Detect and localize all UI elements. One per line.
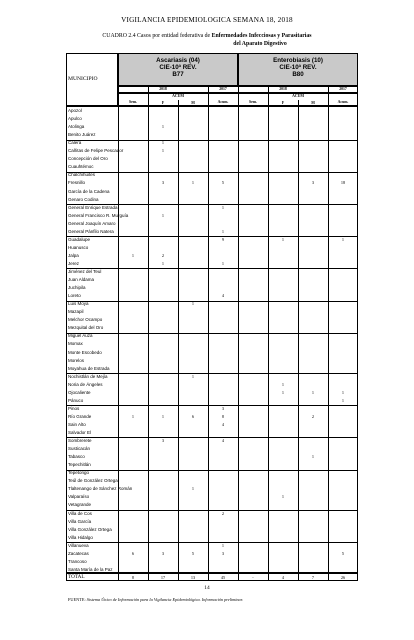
row-municipio: Calera (68, 140, 82, 146)
group-separator (66, 301, 358, 302)
row-municipio: Río Grande (68, 413, 92, 419)
row-value: 1 (221, 204, 225, 210)
row-value: 1 (341, 389, 345, 395)
row-municipio: Villanueva (68, 542, 89, 548)
row-municipio: Melchor Ocampo (68, 317, 103, 323)
row-municipio: Jerez (68, 260, 80, 266)
row-value: 1 (221, 542, 225, 548)
row-municipio: Tepechitlán (68, 462, 91, 468)
group-separator (66, 236, 358, 237)
row-municipio: Juchipila (68, 285, 86, 291)
row-value: 1 (191, 301, 195, 307)
row-value: 1 (311, 454, 315, 460)
row-value: 3 (161, 180, 165, 186)
f-header-a: F (161, 101, 165, 105)
row-value: 2 (311, 413, 315, 419)
disease-code: CIE-10ª REV. (159, 64, 197, 71)
total-value: 26 (340, 574, 346, 580)
row-value: 1 (161, 148, 165, 154)
row-municipio: Sombrerete (68, 438, 92, 444)
row-value: 1 (311, 389, 315, 395)
sem-header-a: Sem. (129, 100, 137, 104)
row-municipio: Santa María de la Paz (68, 566, 113, 572)
disease-header-ascariasis (118, 53, 238, 86)
row-municipio: Pinos (68, 405, 80, 411)
row-value: 1 (161, 413, 165, 419)
disease-name: Ascariasis (04) (156, 57, 200, 64)
row-value: 1 (191, 373, 195, 379)
row-value: 9 (221, 236, 225, 242)
acum-header-a: ACUM (172, 94, 184, 98)
row-municipio: General Francisco R. Murguía (68, 212, 129, 218)
year-2017-a: 2017 (219, 87, 227, 91)
disease-code: CIE-10ª REV. (279, 64, 317, 71)
disease-header-enterobiasis (238, 53, 358, 86)
row-value: 1 (161, 124, 165, 130)
row-municipio: Atolinga (68, 124, 85, 130)
row-municipio: Salvador El (68, 430, 92, 435)
row-municipio: Miguel Auza (68, 333, 93, 339)
row-value: 1 (281, 494, 285, 500)
total-value: 4 (281, 574, 285, 580)
row-municipio: General Enrique Estrada (68, 204, 118, 210)
m-header-b: M (311, 101, 315, 105)
acum-header-b: ACUM (292, 94, 304, 98)
row-municipio: Benito Juárez (68, 132, 96, 138)
row-municipio: Susticacán (68, 446, 91, 452)
row-municipio: Huanusco (68, 244, 89, 250)
row-municipio: Villa de Cos (68, 510, 92, 516)
group-separator (66, 140, 358, 141)
total-value: 13 (190, 574, 196, 580)
group-separator (66, 172, 358, 173)
group-separator (66, 470, 358, 471)
row-municipio: Nochistlán de Mejía (68, 373, 108, 379)
row-value: 5 (341, 550, 345, 556)
row-municipio: Cuauhtémoc (68, 164, 94, 170)
row-municipio: Mazapil (68, 309, 84, 315)
table-caption (0, 32, 414, 41)
total-label: TOTAL (68, 574, 85, 580)
row-value: 4 (221, 438, 225, 444)
row-value: 1 (161, 140, 165, 146)
row-municipio: General Pánfilo Natera (68, 228, 114, 234)
f-header-b: F (281, 101, 285, 105)
group-separator (66, 204, 358, 205)
row-value: 1 (131, 252, 135, 258)
row-municipio: Villa González Ortega (68, 526, 112, 532)
row-value: 2 (161, 252, 165, 258)
acum-short-header-b: Acum. (337, 100, 349, 104)
group-separator (66, 373, 358, 374)
row-municipio: Vetagrande (68, 502, 92, 508)
row-municipio: Fresnillo (68, 180, 86, 186)
row-municipio: Zacatecas (68, 550, 89, 556)
row-value: 4 (221, 293, 225, 299)
row-value: 1 (281, 389, 285, 395)
row-municipio: García de la Cadena (68, 188, 110, 194)
row-value: 5 (191, 550, 195, 556)
row-municipio: Juan Aldama (68, 277, 95, 283)
row-municipio: Sain Alto (68, 421, 86, 427)
row-municipio: Moyahua de Estrada (68, 365, 110, 371)
row-municipio: Luis Moya (68, 301, 89, 307)
row-value: 3 (161, 438, 165, 444)
table-body-frame (66, 106, 358, 573)
row-municipio: Tabasco (68, 454, 85, 460)
row-municipio: Jiménez del Teul (68, 269, 102, 274)
row-value: 8 (221, 413, 225, 419)
group-separator (66, 437, 358, 438)
row-value: 1 (281, 236, 285, 242)
year-2018-a: 2018 (159, 87, 167, 91)
footnote-label: FUENTE: (68, 597, 86, 602)
row-value: 6 (191, 413, 195, 419)
row-value: 5 (221, 180, 225, 186)
row-value: 1 (191, 486, 195, 492)
group-separator (66, 268, 358, 269)
row-municipio: Apozol (68, 108, 82, 113)
row-municipio: Genaro Codina (68, 196, 99, 202)
sem-header-b: Sem. (249, 100, 257, 104)
total-value: 7 (311, 574, 315, 580)
row-municipio: Loreto (68, 293, 81, 299)
group-separator (66, 333, 358, 334)
row-municipio: Chalchihuites (68, 172, 96, 178)
m-header-a: M (191, 101, 195, 105)
row-municipio: General Joaquín Amaro (68, 220, 116, 226)
row-value: 1 (191, 180, 195, 186)
row-municipio: Monte Escobedo (68, 349, 102, 355)
row-value: 6 (131, 550, 135, 556)
group-separator (66, 405, 358, 406)
row-municipio: Mezquital del Oro (68, 325, 104, 331)
row-value: 3 (221, 405, 225, 411)
row-value: 1 (161, 212, 165, 218)
row-municipio: Valparaíso (68, 494, 90, 500)
row-value: 1 (341, 236, 345, 242)
row-municipio: Villa García (68, 518, 92, 524)
row-value: 1 (341, 397, 345, 403)
page-number: 14 (204, 585, 210, 591)
row-municipio: Guadalupe (68, 236, 91, 242)
row-municipio: Jalpa (68, 252, 79, 258)
row-municipio: Villa Hidalgo (68, 534, 93, 540)
total-value: 45 (220, 574, 226, 580)
year-2017-b: 2017 (339, 87, 347, 91)
row-value: 1 (221, 228, 225, 234)
disease-icd: B80 (292, 71, 304, 78)
year-2018-b: 2018 (279, 87, 287, 91)
acum-short-header-a: Acum. (217, 100, 229, 104)
row-municipio: Concepción del Oro (68, 156, 108, 162)
footnote-text: Sistema Único de Información para la Vigilancia Epidemiológica. Información preliminar. (86, 597, 243, 602)
row-value: 1 (281, 381, 285, 387)
page-header: VIGILANCIA EPIDEMIOLOGICA SEMANA 18, 2018 (121, 16, 293, 24)
total-value: 8 (131, 574, 135, 580)
row-municipio: Cañitas de Felipe Pescador (68, 148, 124, 154)
municipio-header: MUNICIPIO (68, 76, 98, 82)
row-municipio: Momax (68, 341, 83, 347)
row-municipio: Noria de Ángeles (68, 381, 103, 387)
row-value: 2 (221, 510, 225, 516)
row-municipio: Trancoso (68, 558, 87, 564)
footnote (68, 597, 243, 602)
row-value: 4 (221, 421, 225, 427)
row-municipio: Tlaltenango de Sánchez Román (68, 486, 133, 492)
group-separator (66, 510, 358, 511)
row-municipio: Teúl de González Ortega (68, 478, 118, 484)
row-value: 1 (161, 260, 165, 266)
group-separator (66, 542, 358, 543)
disease-name: Enterobiasis (10) (273, 57, 323, 64)
caption-bold: Enfermedades Infecciosas y Parasitarias (211, 33, 312, 39)
row-municipio: Pánuco (68, 397, 84, 403)
caption-line2: del Aparato Digestivo (233, 41, 287, 47)
row-municipio: Apulco (68, 116, 82, 122)
row-value: 18 (340, 180, 346, 186)
row-municipio: Tepetongo (68, 470, 90, 476)
row-value: 3 (221, 550, 225, 556)
row-municipio: Morelos (68, 357, 85, 363)
row-value: 1 (221, 260, 225, 266)
disease-icd: B77 (172, 71, 184, 78)
row-value: 1 (131, 413, 135, 419)
caption-prefix: CUADRO 2.4 Casos por entidad federativa de (102, 33, 212, 39)
row-municipio: Ojocaliente (68, 389, 91, 395)
row-value: 3 (311, 180, 315, 186)
row-value: 3 (161, 550, 165, 556)
total-value: - (252, 574, 254, 580)
total-value: 17 (160, 574, 166, 580)
